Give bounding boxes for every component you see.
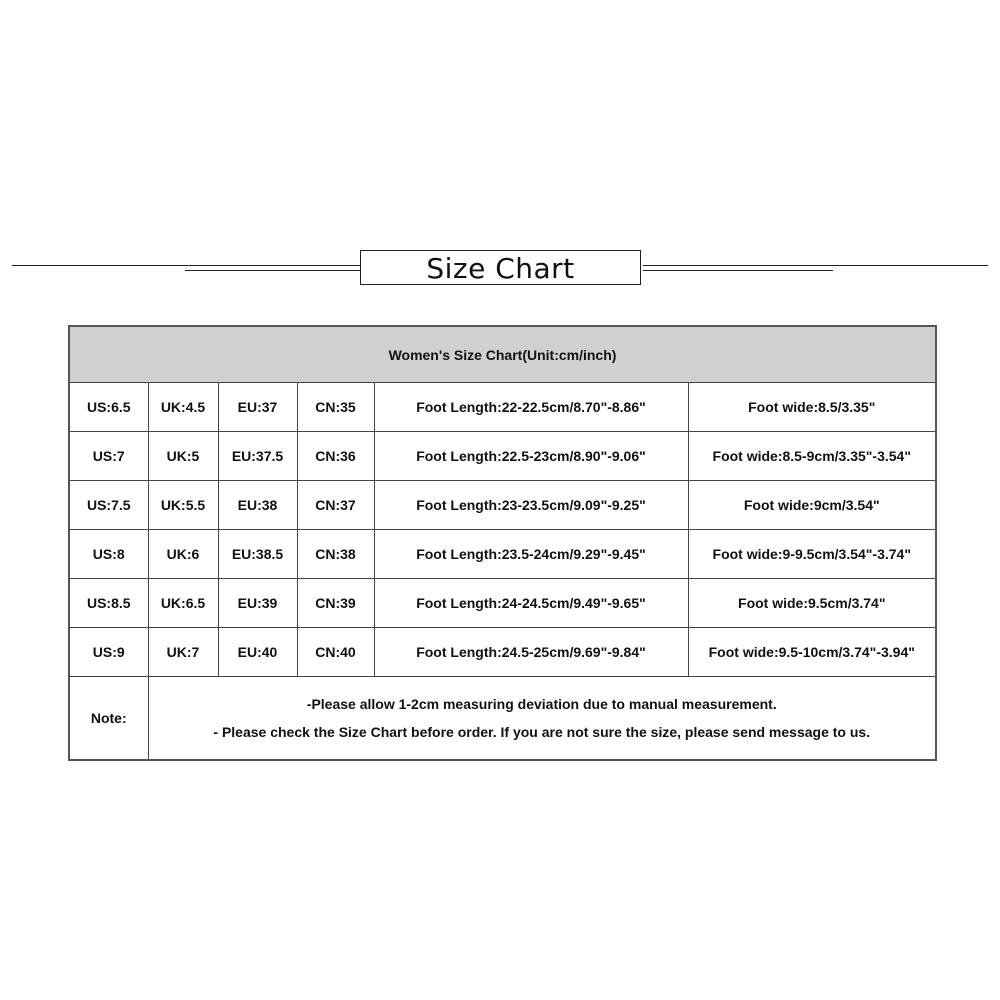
page-title: Size Chart [426, 252, 575, 285]
table-row [69, 579, 936, 628]
foot-length-cell: Foot Length:23.5-24cm/9.29"-9.45" [374, 530, 688, 579]
header-line-right-outer [643, 265, 988, 266]
table-row [69, 530, 936, 579]
uk-size-cell: UK:7 [148, 628, 218, 677]
table-row [69, 432, 936, 481]
size-chart-title-box [360, 250, 641, 285]
note-line-check-size: - Please check the Size Chart before order. If you are not sure the size, please send message to us. [213, 724, 871, 740]
us-size-cell: US:6.5 [69, 383, 148, 432]
cn-size-cell: CN:36 [297, 432, 374, 481]
foot-wide-cell: Foot wide:9-9.5cm/3.54"-3.74" [688, 530, 936, 579]
note-line-deviation: -Please allow 1-2cm measuring deviation due to manual measurement. [306, 696, 777, 712]
eu-size-cell: EU:39 [218, 579, 297, 628]
foot-wide-cell: Foot wide:9cm/3.54" [688, 481, 936, 530]
us-size-cell: US:8 [69, 530, 148, 579]
eu-size-cell: EU:40 [218, 628, 297, 677]
uk-size-cell: UK:6 [148, 530, 218, 579]
uk-size-cell: UK:4.5 [148, 383, 218, 432]
uk-size-cell: UK:5 [148, 432, 218, 481]
table-row [69, 383, 936, 432]
note-row [69, 677, 936, 761]
eu-size-cell: EU:38 [218, 481, 297, 530]
foot-length-cell: Foot Length:22.5-23cm/8.90"-9.06" [374, 432, 688, 481]
foot-length-cell: Foot Length:24-24.5cm/9.49"-9.65" [374, 579, 688, 628]
foot-wide-cell: Foot wide:9.5-10cm/3.74"-3.94" [688, 628, 936, 677]
foot-wide-cell: Foot wide:8.5/3.35" [688, 383, 936, 432]
note-label: Note: [69, 677, 148, 761]
size-chart-table [68, 325, 937, 761]
table-title-row [69, 326, 936, 383]
foot-length-cell: Foot Length:22-22.5cm/8.70"-8.86" [374, 383, 688, 432]
foot-length-cell: Foot Length:23-23.5cm/9.09"-9.25" [374, 481, 688, 530]
header-line-left-inner [185, 270, 360, 271]
table-title: Women's Size Chart(Unit:cm/inch) [69, 326, 936, 383]
uk-size-cell: UK:5.5 [148, 481, 218, 530]
cn-size-cell: CN:40 [297, 628, 374, 677]
foot-wide-cell: Foot wide:8.5-9cm/3.35"-3.54" [688, 432, 936, 481]
us-size-cell: US:7.5 [69, 481, 148, 530]
cn-size-cell: CN:38 [297, 530, 374, 579]
note-text [148, 677, 936, 761]
foot-length-cell: Foot Length:24.5-25cm/9.69"-9.84" [374, 628, 688, 677]
table-row [69, 628, 936, 677]
foot-wide-cell: Foot wide:9.5cm/3.74" [688, 579, 936, 628]
cn-size-cell: CN:39 [297, 579, 374, 628]
cn-size-cell: CN:35 [297, 383, 374, 432]
uk-size-cell: UK:6.5 [148, 579, 218, 628]
header-line-left-outer [12, 265, 360, 266]
eu-size-cell: EU:37 [218, 383, 297, 432]
us-size-cell: US:8.5 [69, 579, 148, 628]
us-size-cell: US:9 [69, 628, 148, 677]
us-size-cell: US:7 [69, 432, 148, 481]
cn-size-cell: CN:37 [297, 481, 374, 530]
table-row [69, 481, 936, 530]
eu-size-cell: EU:37.5 [218, 432, 297, 481]
eu-size-cell: EU:38.5 [218, 530, 297, 579]
header-line-right-inner [643, 270, 833, 271]
